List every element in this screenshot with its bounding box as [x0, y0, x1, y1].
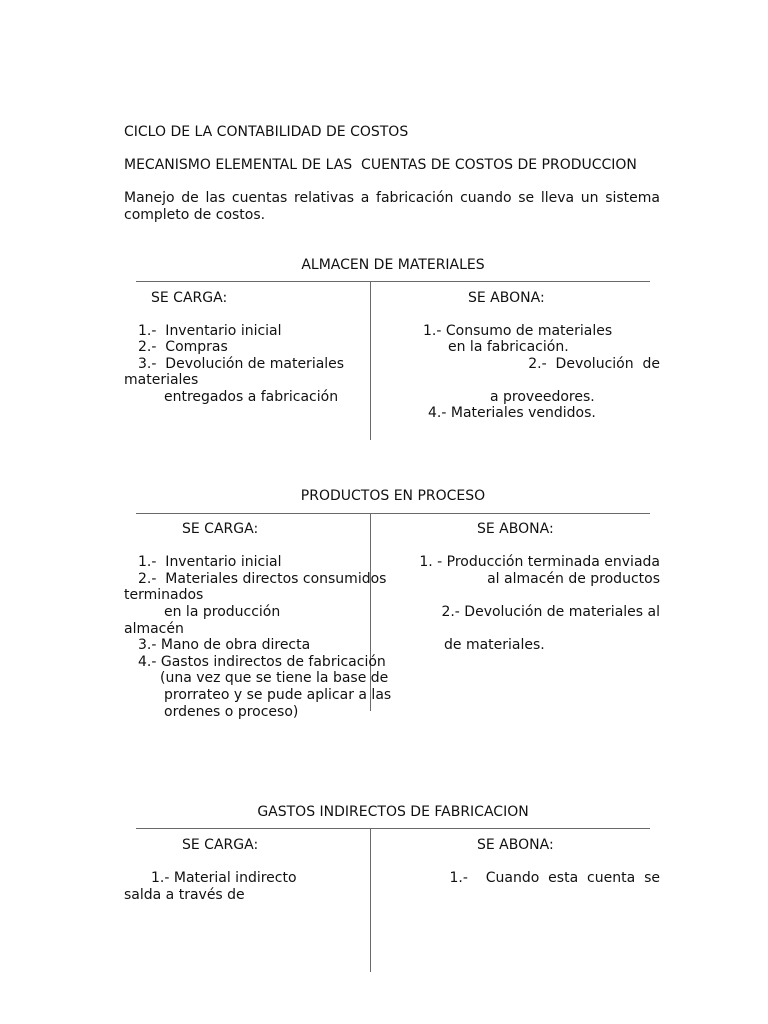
account-title-proceso: PRODUCTOS EN PROCESO — [300, 488, 486, 504]
carga-item: 1.- Material indirecto — [151, 870, 297, 886]
carga-item: 2.- Materiales directos consumidos — [138, 571, 387, 587]
account-title-gastos: GASTOS INDIRECTOS DE FABRICACION — [257, 804, 529, 820]
abona-header: SE ABONA: — [468, 290, 545, 306]
abona-header: SE ABONA: — [477, 521, 554, 537]
carga-item: 3.- Mano de obra directa — [138, 637, 311, 653]
abona-header: SE ABONA: — [477, 837, 554, 853]
t-account-horizontal-line — [136, 281, 650, 282]
carga-item: (una vez que se tiene la base de — [160, 670, 389, 686]
t-account-horizontal-line — [136, 513, 650, 514]
carga-header: SE CARGA: — [182, 837, 259, 853]
carga-item: 1.- Inventario inicial — [138, 554, 282, 570]
carga-item: ordenes o proceso) — [164, 704, 299, 720]
account-title-almacen: ALMACEN DE MATERIALES — [301, 257, 485, 273]
t-account-vertical-line — [370, 828, 371, 900]
abona-item: en la fabricación. — [448, 339, 569, 355]
abona-item: a proveedores. — [490, 389, 595, 405]
carga-item: en la producción — [164, 604, 281, 620]
t-account-vertical-line — [370, 281, 371, 360]
carga-header: SE CARGA: — [182, 521, 259, 537]
carga-item: 4.- Gastos indirectos de fabricación — [138, 654, 386, 670]
carga-item: 1.- Inventario inicial — [138, 323, 282, 339]
abona-item: 4.- Materiales vendidos. — [428, 405, 596, 421]
t-account-vertical-line — [370, 513, 371, 611]
carga-item: 2.- Compras — [138, 339, 228, 355]
intro-line-1: Manejo de las cuentas relativas a fabricación cuando se lleva un sistema — [124, 190, 660, 206]
abona-item: 1.- Cuando esta cuenta se — [449, 870, 660, 886]
carga-item: entregados a fabricación — [164, 389, 339, 405]
carga-item: 3.- Devolución de materiales — [138, 356, 345, 372]
document-subtitle: MECANISMO ELEMENTAL DE LAS CUENTAS DE COSTOS DE PRODUCCION — [124, 157, 637, 173]
t-account-vertical-line — [370, 360, 371, 440]
carga-item: prorrateo y se pude aplicar a las — [164, 687, 392, 703]
carga-item: salda a través de — [124, 887, 245, 903]
abona-item: 2.- Devolución de materiales al — [441, 604, 660, 620]
abona-item: 2.- Devolución de — [528, 356, 660, 372]
carga-header: SE CARGA: — [151, 290, 228, 306]
carga-item: almacén — [124, 621, 184, 637]
abona-item: 1.- Consumo de materiales — [423, 323, 613, 339]
abona-item: de materiales. — [444, 637, 545, 653]
abona-item: 1. - Producción terminada enviada — [419, 554, 660, 570]
document-title: CICLO DE LA CONTABILIDAD DE COSTOS — [124, 124, 409, 140]
carga-item: terminados — [124, 587, 204, 603]
carga-item: materiales — [124, 372, 199, 388]
intro-line-2: completo de costos. — [124, 207, 266, 223]
abona-item: al almacén de productos — [487, 571, 660, 587]
t-account-horizontal-line — [136, 828, 650, 829]
t-account-vertical-line — [370, 900, 371, 972]
